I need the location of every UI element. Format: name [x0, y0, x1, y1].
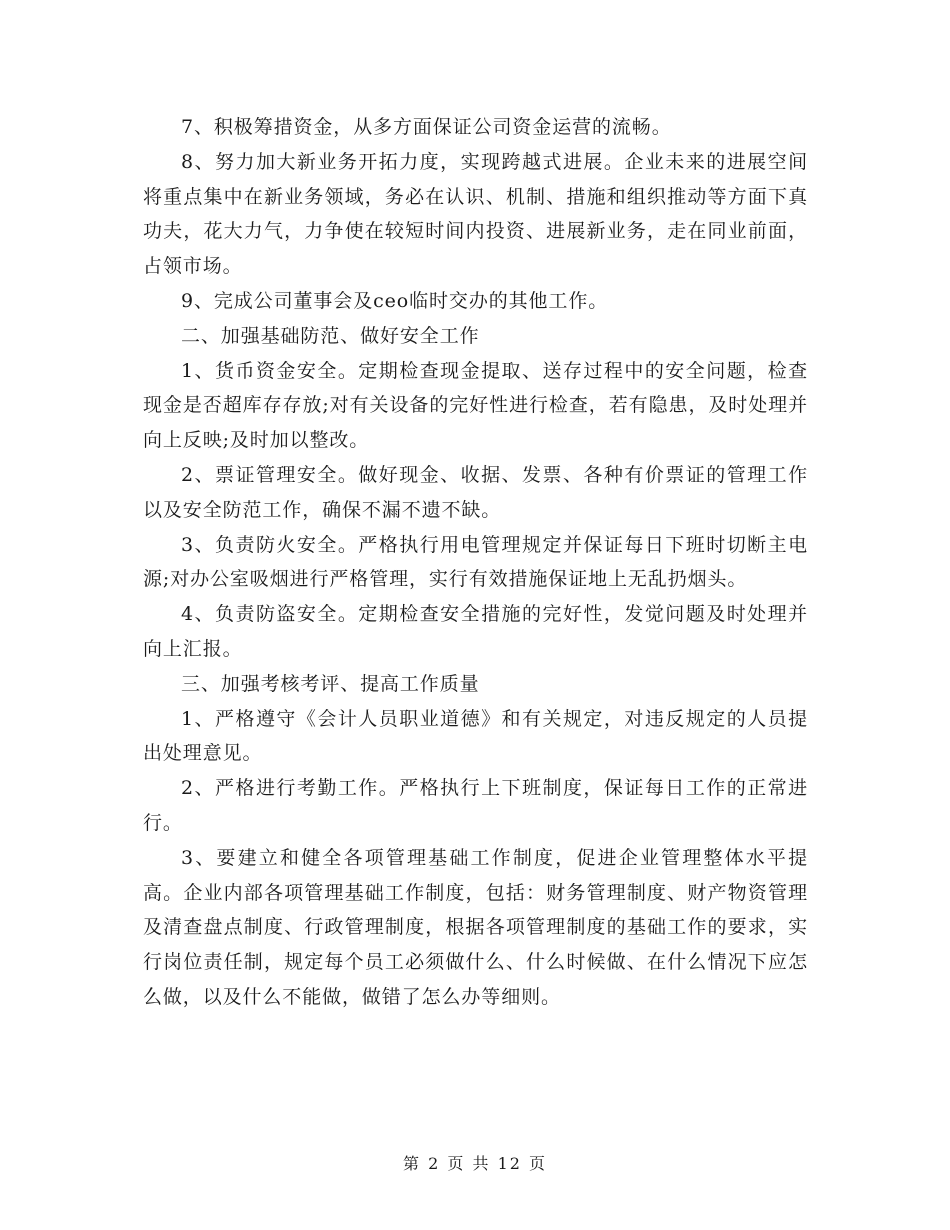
paragraph-attendance: 2、严格进行考勤工作。严格执行上下班制度，保证每日工作的正常进行。: [143, 777, 808, 834]
paragraph-fire-safety: 3、负责防火安全。严格执行用电管理规定并保证每日下班时切断主电源;对办公室吸烟进行严格管理，实行有效措施保证地上无乱扔烟头。: [143, 533, 808, 591]
section-heading-2: 二、加强基础防范、做好安全工作: [181, 324, 480, 347]
paragraph-item-7: 7、积极筹措资金，从多方面保证公司资金运营的流畅。: [181, 116, 672, 138]
section-heading-3: 三、加强考核考评、提高工作质量: [181, 672, 480, 695]
paragraph-management-system: 3、要建立和健全各项管理基础工作制度，促进企业管理整体水平提高。企业内部各项管理基础工作制度，包括：财务管理制度、财产物资管理及清查盘点制度、行政管理制度，根据各项管理制度的基础工作的要求，实行岗位责任制，规定每个员工必须做什么、什么时候做、在什么情况下应怎么做，以及什么不能做，做错了怎么办等细则。: [143, 846, 808, 1008]
page-footer: [0, 1153, 950, 1175]
footer-total-pages: 12: [497, 1154, 522, 1173]
footer-total-unit: 页: [529, 1154, 548, 1173]
footer-total-label: 共: [472, 1154, 491, 1173]
footer-page-unit: 页: [447, 1154, 466, 1173]
paragraph-cash-safety: 1、货币资金安全。定期检查现金提取、送存过程中的安全问题，检查现金是否超库存存放;对有关设备的完好性进行检查，若有隐患，及时处理并向上反映;及时加以整改。: [143, 359, 808, 452]
paragraph-item-9: 9、完成公司董事会及ceo临时交办的其他工作。: [181, 289, 609, 312]
paragraph-voucher-safety: 2、票证管理安全。做好现金、收据、发票、各种有价票证的管理工作以及安全防范工作，确保不漏不遗不缺。: [143, 463, 808, 521]
paragraph-theft-safety: 4、负责防盗安全。定期检查安全措施的完好性，发觉问题及时处理并向上汇报。: [143, 603, 808, 660]
paragraph-ethics: 1、严格遵守《会计人员职业道德》和有关规定，对违反规定的人员提出处理意见。: [143, 707, 808, 765]
footer-page-label: 第: [402, 1154, 421, 1173]
footer-current-page: 2: [428, 1154, 441, 1173]
paragraph-item-8: 8、努力加大新业务开拓力度，实现跨越式进展。企业未来的进展空间将重点集中在新业务领域，务必在认识、机制、措施和组织推动等方面下真功夫，花大力气，力争使在较短时间内投资、进展新业务，走在同业前面，占领市场。: [143, 150, 808, 278]
body-text: [143, 110, 808, 1015]
